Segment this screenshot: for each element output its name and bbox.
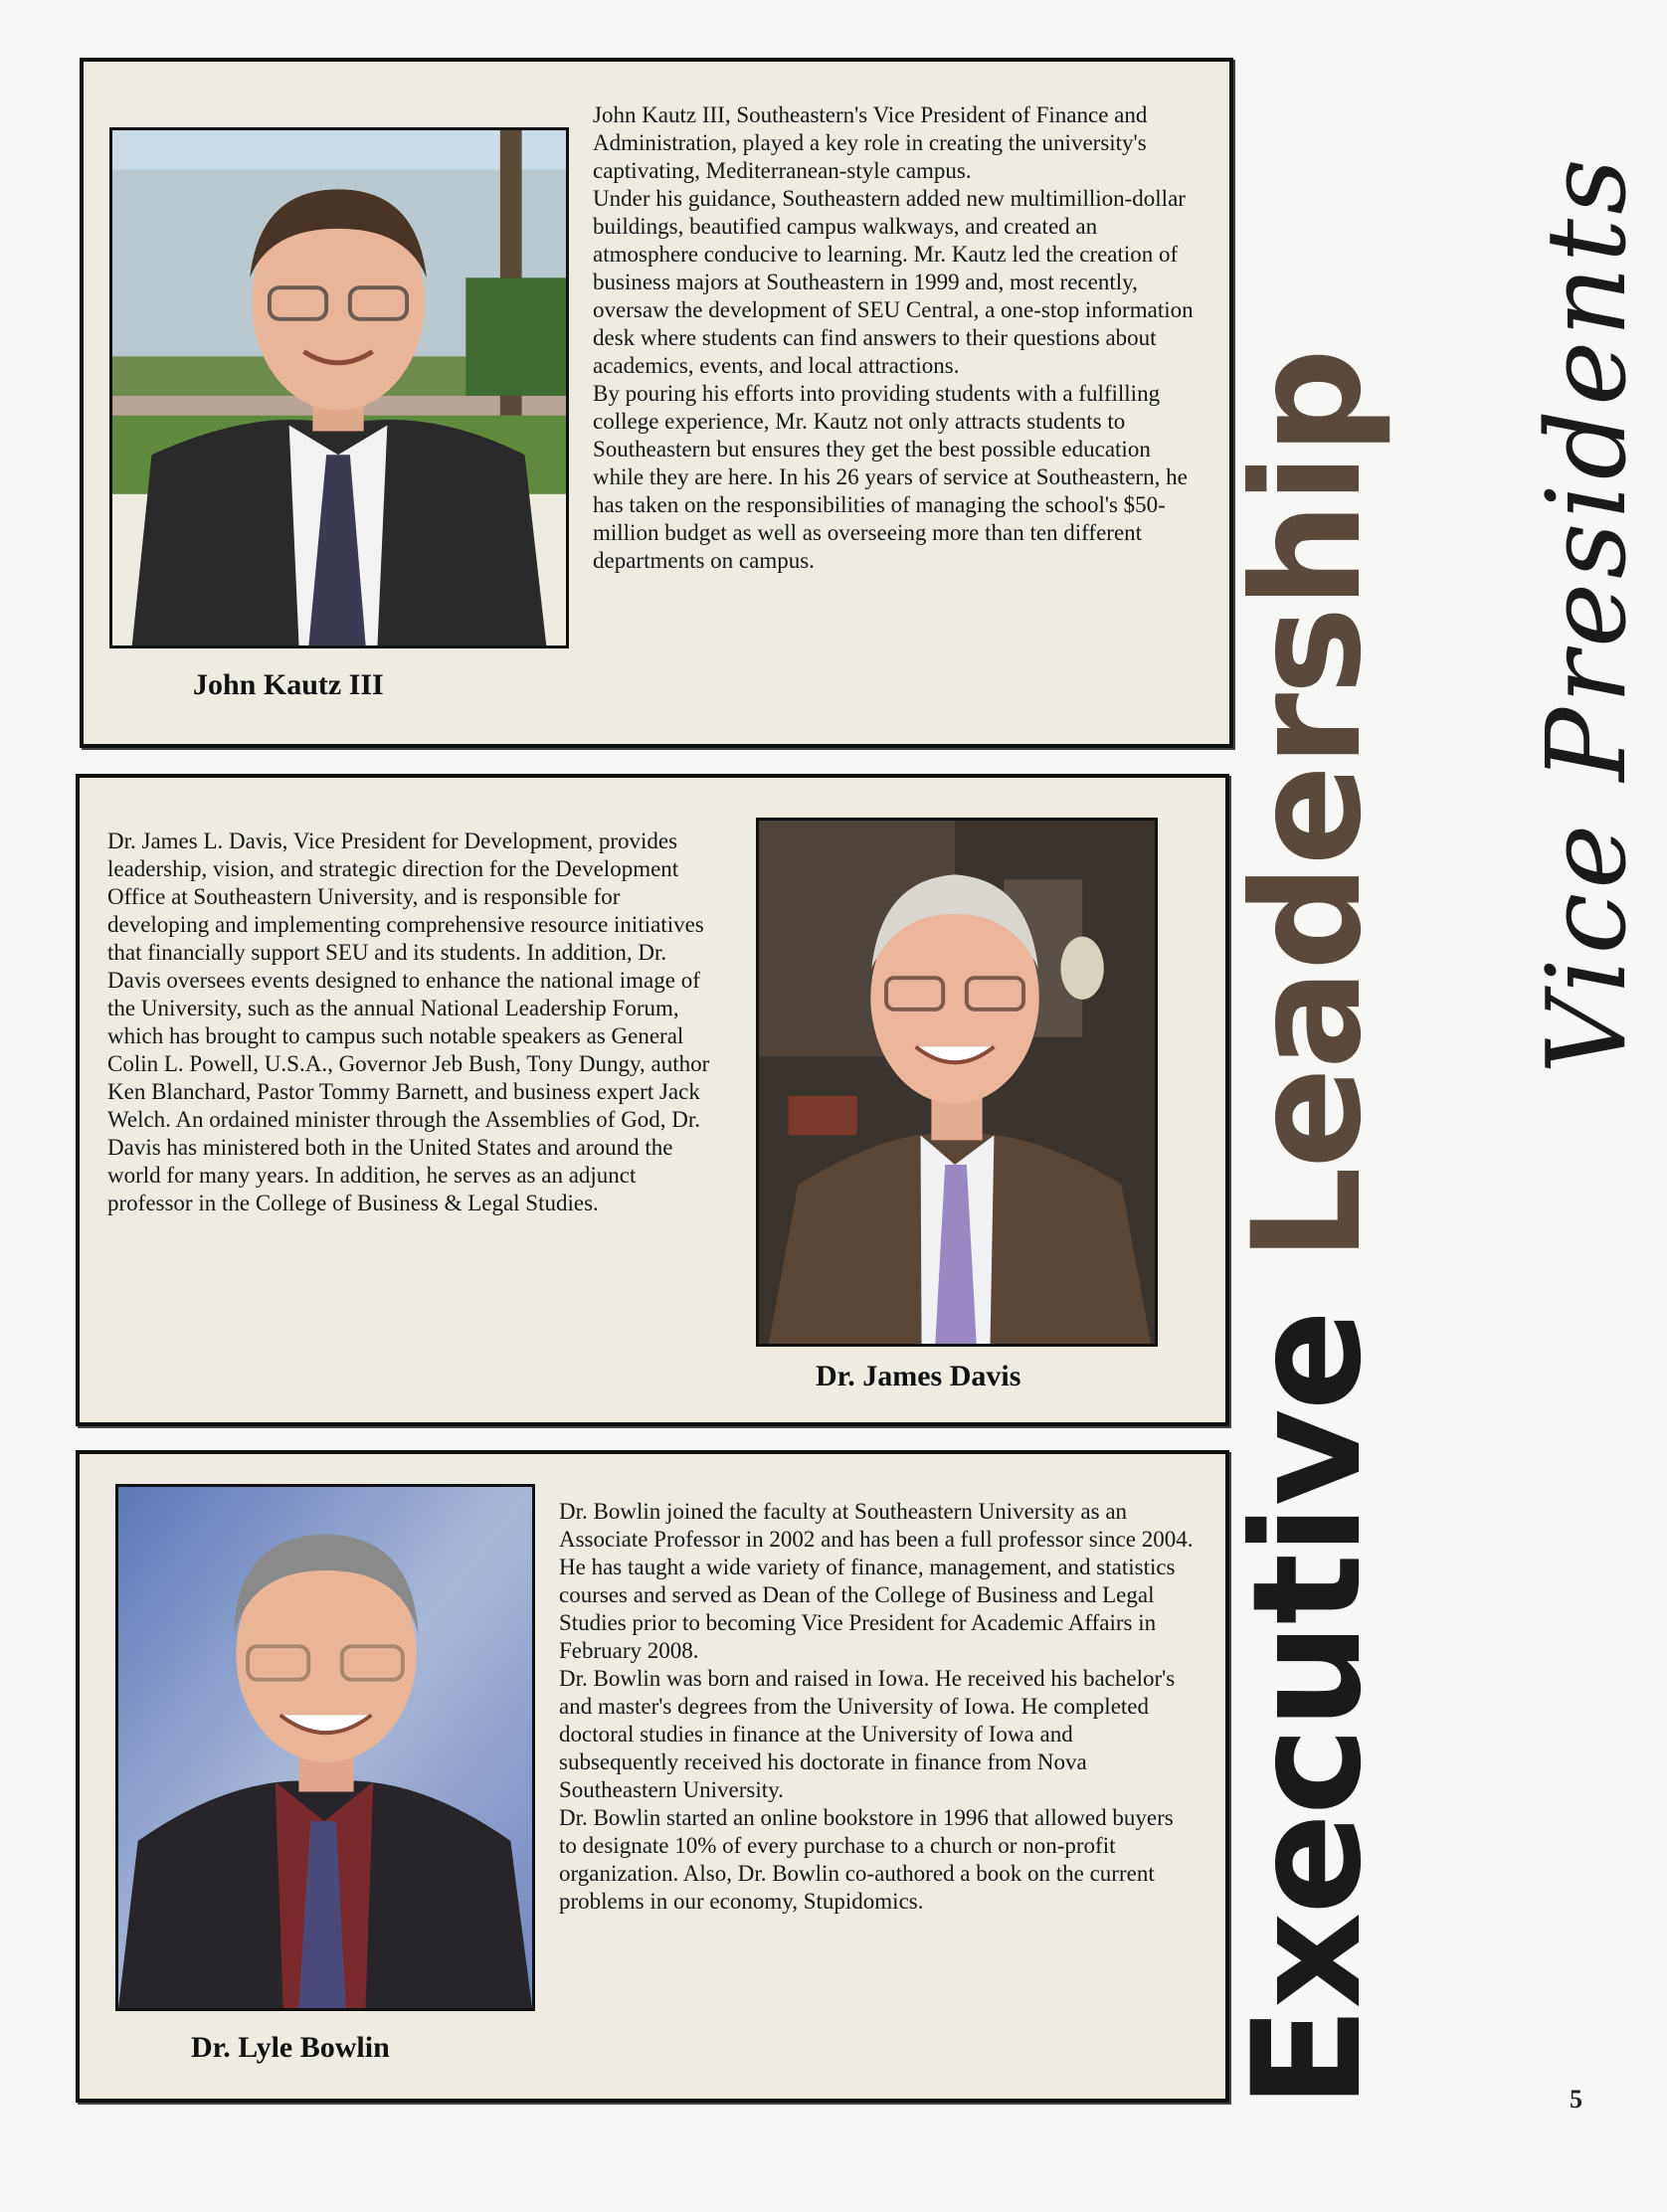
section-title-executive: Executive	[1221, 1311, 1394, 2109]
section-title	[1221, 349, 1394, 2109]
bowlin-portrait-photo	[115, 1484, 535, 2011]
bowlin-name-caption: Dr. Lyle Bowlin	[191, 2031, 390, 2064]
profile-card-kautz	[80, 58, 1233, 748]
davis-bio-paragraph: Dr. James L. Davis, Vice President for Development, provides leadership, vision, and strategic direction for the Development Office at Southeastern University, and is responsible for developing and implementing comprehensive resource initiatives that financially support SEU and its students. In addition, Dr. Davis oversees events designed to enhance the national image of the University, such as the annual National Leadership Forum, which has brought to campus such notable speakers as General Colin L. Powell, U.S.A., Governor Jeb Bush, Tony Dungy, author Ken Blanchard, Pastor Tommy Barnett, and business expert Jack Welch. An ordained minister through the Assemblies of God, Dr. Davis has ministered both in the United States and around the world for many years. In addition, he serves as an adjunct professor in the College of Business & Legal Studies.	[107, 829, 710, 1215]
davis-bio	[107, 828, 724, 1217]
section-title-leadership: Leadership	[1221, 349, 1394, 1262]
kautz-portrait-photo	[109, 127, 569, 648]
kautz-bio-paragraph: Under his guidance, Southeastern added new multimillion-dollar buildings, beautified campus walkways, and created an atmosphere conducive to learning. Mr. Kautz led the creation of business majors at Southeastern in 1999 and, most recently, oversaw the development of SEU Central, a one-stop information desk where students can find answers to their questions about academics, events, and local attractions.	[593, 186, 1194, 378]
bowlin-bio-paragraph: Dr. Bowlin started an online bookstore in 1996 that allowed buyers to designate 10% of every purchase to a church or non-profit organization. Also, Dr. Bowlin co-authored a book on the current problems in our economy, Stupidomics.	[559, 1805, 1174, 1914]
davis-portrait-photo	[756, 818, 1158, 1347]
kautz-bio-paragraph: John Kautz III, Southeastern's Vice President of Finance and Administration, played a key role in creating the university's captivating, Mediterranean-style campus.	[593, 102, 1148, 183]
profile-card-bowlin	[76, 1450, 1229, 2103]
bowlin-bio	[559, 1498, 1196, 1916]
kautz-bio	[593, 101, 1204, 575]
kautz-bio-paragraph: By pouring his efforts into providing students with a fulfilling college experience, Mr. Kautz not only attracts students to Southeastern but ensures they get the best possible education while they are here. In his 26 years of service at Southeastern, he has taken on the responsibilities of managing the school's $50-million budget as well as overseeing more than ten different departments on campus.	[593, 381, 1188, 573]
davis-name-caption: Dr. James Davis	[816, 1360, 1021, 1392]
section-subtitle: Vice Presidents	[1523, 154, 1650, 1074]
bowlin-bio-paragraph: Dr. Bowlin joined the faculty at Southeastern University as an Associate Professor in 2002 and has been a full professor since 2004. He has taught a wide variety of finance, management, and statistics courses and served as Dean of the College of Business and Legal Studies prior to becoming Vice President for Academic Affairs in February 2008.	[559, 1499, 1194, 1663]
bowlin-bio-paragraph: Dr. Bowlin was born and raised in Iowa. He received his bachelor's and master's degrees from the University of Iowa. He completed doctoral studies in finance at the University of Iowa and subsequently received his doctorate in finance from Nova Southeastern University.	[559, 1666, 1176, 1802]
kautz-name-caption: John Kautz III	[193, 668, 384, 701]
page-number: 5	[1570, 2085, 1582, 2114]
profile-card-davis	[76, 774, 1229, 1426]
